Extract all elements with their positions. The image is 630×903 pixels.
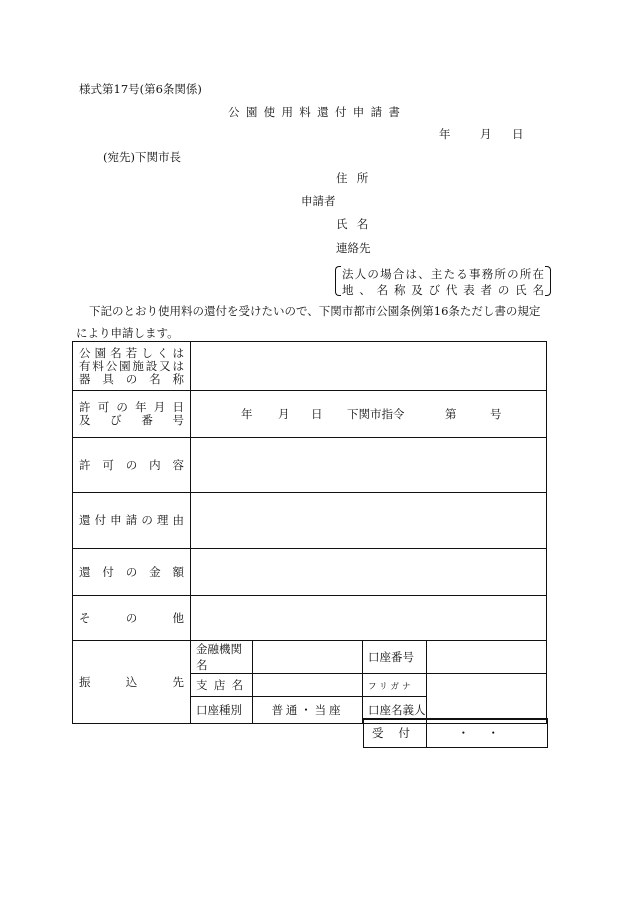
refund-reason-label: 還付申請の理由 [73,493,191,549]
permit-year-label: 年 [241,407,253,421]
refund-reason-field[interactable] [191,493,547,549]
contact-label: 連絡先 [336,241,371,255]
transfer-label: 振込先 [73,641,191,724]
park-name-field[interactable] [191,342,547,391]
receipt-box [363,718,548,748]
date-year-label: 年 [439,127,451,141]
branch-field[interactable] [253,674,363,697]
name-label: 氏名 [336,217,378,231]
account-holder-label: 口座名義人 [363,697,427,724]
refund-amount-row [73,549,547,596]
refund-reason-row [73,493,547,549]
left-bracket [335,266,341,296]
park-name-row [73,342,547,391]
form-number: 様式第17号(第6条関係) [79,82,202,96]
corporate-note-line1: 法人の場合は、主たる事務所の所在 [342,267,544,281]
bank-row [73,641,547,674]
addressee: (宛先)下関市長 [103,150,181,164]
statement-line1: 下記のとおり使用料の還付を受けたいので、下関市都市公園条例第16条ただし書の規定 [89,304,541,318]
bank-name-label: 金融機関名 [191,641,253,674]
city-order-label: 下関市指令 [347,407,405,421]
receipt-label: 受付 [364,720,427,747]
permit-content-row [73,438,547,493]
applicant-label: 申請者 [301,194,336,208]
refund-amount-field[interactable] [191,549,547,596]
permit-day-label: 日 [311,407,323,421]
permit-go-label: 号 [490,407,502,421]
other-field[interactable] [191,596,547,641]
permit-month-label: 月 [278,407,290,421]
furigana-label: フリガナ [363,674,427,697]
permit-date-row [73,391,547,438]
permit-content-field[interactable] [191,438,547,493]
address-label: 住所 [336,171,378,185]
receipt-date-value[interactable]: ・・ [457,726,518,740]
bank-name-field[interactable] [253,641,363,674]
account-holder-field[interactable] [427,674,547,724]
account-type-value[interactable]: 普通・当座 [253,697,363,724]
application-table [72,341,547,724]
corporate-note-line2: 地、名称及び代表者の氏名 [342,283,544,297]
date-day-label: 日 [512,127,524,141]
document-title: 公園使用料還付申請書 [228,105,407,119]
permit-dai-label: 第 [445,407,457,421]
statement-line2: により申請します。 [76,326,179,340]
right-bracket [545,266,551,296]
account-number-label: 口座番号 [363,641,427,674]
other-row [73,596,547,641]
permit-date-field[interactable] [191,391,547,438]
branch-label: 支店名 [191,674,253,697]
corporate-note [335,265,551,297]
other-label: その他 [73,596,191,641]
refund-amount-label: 還付の金額 [73,549,191,596]
park-name-label: 公園名若しくは 有料公園施設又は 器具の名称 [73,342,191,391]
account-number-field[interactable] [427,641,547,674]
permit-date-label: 許可の年月日 及び番号 [73,391,191,438]
date-month-label: 月 [480,127,492,141]
account-type-label: 口座種別 [191,697,253,724]
permit-content-label: 許可の内容 [73,438,191,493]
